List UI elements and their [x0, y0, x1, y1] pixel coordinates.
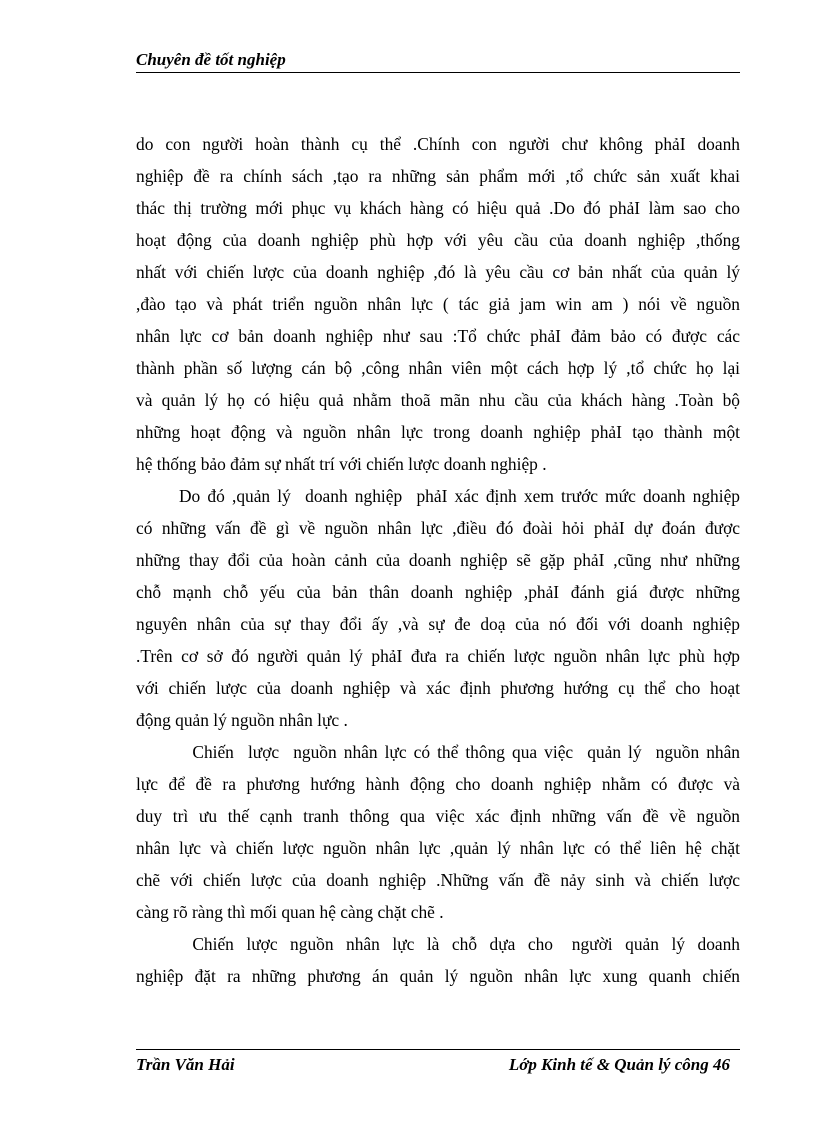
text-line: càng rõ ràng thì mối quan hệ càng chặt chẽ . — [136, 902, 444, 922]
paragraph-3 — [136, 736, 740, 928]
footer-author: Trần Văn Hải — [136, 1055, 235, 1074]
document-body — [136, 128, 740, 992]
header-title: Chuyên đề tốt nghiệp — [136, 50, 286, 69]
paragraph-2 — [136, 480, 740, 736]
paragraph-1 — [136, 128, 740, 480]
paragraph-4 — [136, 928, 740, 992]
text-line: những thay đổi của hoàn cảnh của doanh nghiệp sẽ gặp phảI ,cũng như những — [136, 550, 740, 570]
text-line: nhân lực cơ bản doanh nghiệp như sau :Tổ chức phảI đảm bảo có được các — [136, 326, 740, 346]
text-line: .Trên cơ sở đó người quản lý phảI đưa ra chiến lược nguồn nhân lực phù hợp — [136, 646, 740, 666]
text-line: có những vấn đề gì về nguồn nhân lực ,điều đó đoài hỏi phảI dự đoán được — [136, 518, 740, 538]
page-header — [136, 48, 740, 73]
text-line: thành phần số lượng cán bộ ,công nhân viên một cách hợp lý ,tổ chức họ lại — [136, 358, 740, 378]
text-line: với chiến lược của doanh nghiệp và xác định phương hướng cụ thể cho hoạt — [136, 678, 740, 698]
page-footer — [136, 1049, 740, 1074]
text-line: duy trì ưu thế cạnh tranh thông qua việc xác định những vấn đề về nguồn — [136, 806, 740, 826]
text-line: nhân lực và chiến lược nguồn nhân lực ,quản lý nhân lực có thể liên hệ chặt — [136, 838, 740, 858]
text-line: Chiến lược nguồn nhân lực có thể thông qua việc quản lý nguồn nhân — [136, 742, 740, 762]
text-line: động quản lý nguồn nhân lực . — [136, 710, 348, 730]
text-line: nhất với chiến lược của doanh nghiệp ,đó là yêu cầu cơ bản nhất của quản lý — [136, 262, 740, 282]
text-line: những hoạt động và nguồn nhân lực trong doanh nghiệp phảI tạo thành một — [136, 422, 740, 442]
text-line: và quản lý họ có hiệu quả nhằm thoã mãn nhu cầu của khách hàng .Toàn bộ — [136, 390, 740, 410]
text-line: lực để đề ra phương hướng hành động cho doanh nghiệp nhằm có được và — [136, 774, 740, 794]
footer-class-label: Lớp Kinh tế & Quản lý công 46 — [508, 1055, 730, 1074]
text-line: nghiệp đề ra chính sách ,tạo ra những sản phẩm mới ,tổ chức sản xuất khai — [136, 166, 740, 186]
text-line: hệ thống bảo đảm sự nhất trí với chiến lược doanh nghiệp . — [136, 454, 547, 474]
text-line: ,đào tạo và phát triển nguồn nhân lực ( tác giả jam win am ) nói về nguồn — [136, 294, 740, 314]
text-line: chỗ mạnh chỗ yếu của bản thân doanh nghiệp ,phảI đánh giá được những — [136, 582, 740, 602]
text-line: Chiến lược nguồn nhân lực là chỗ dựa cho người quản lý doanh — [136, 934, 740, 954]
text-line: Do đó ,quản lý doanh nghiệp phảI xác định xem trước mức doanh nghiệp — [136, 486, 740, 506]
text-line: thác thị trường mới phục vụ khách hàng có hiệu quả .Do đó phảI làm sao cho — [136, 198, 740, 218]
text-line: do con người hoàn thành cụ thể .Chính con người chư không phảI doanh — [136, 134, 740, 154]
text-line: nguyên nhân của sự thay đổi ấy ,và sự đe doạ của nó đối với doanh nghiệp — [136, 614, 740, 634]
text-line: hoạt động của doanh nghiệp phù hợp với yêu cầu của doanh nghiệp ,thống — [136, 230, 740, 250]
text-line: nghiệp đặt ra những phương án quản lý nguồn nhân lực xung quanh chiến — [136, 966, 740, 986]
text-line: chẽ với chiến lược của doanh nghiệp .Những vấn đề nảy sinh và chiến lược — [136, 870, 740, 890]
